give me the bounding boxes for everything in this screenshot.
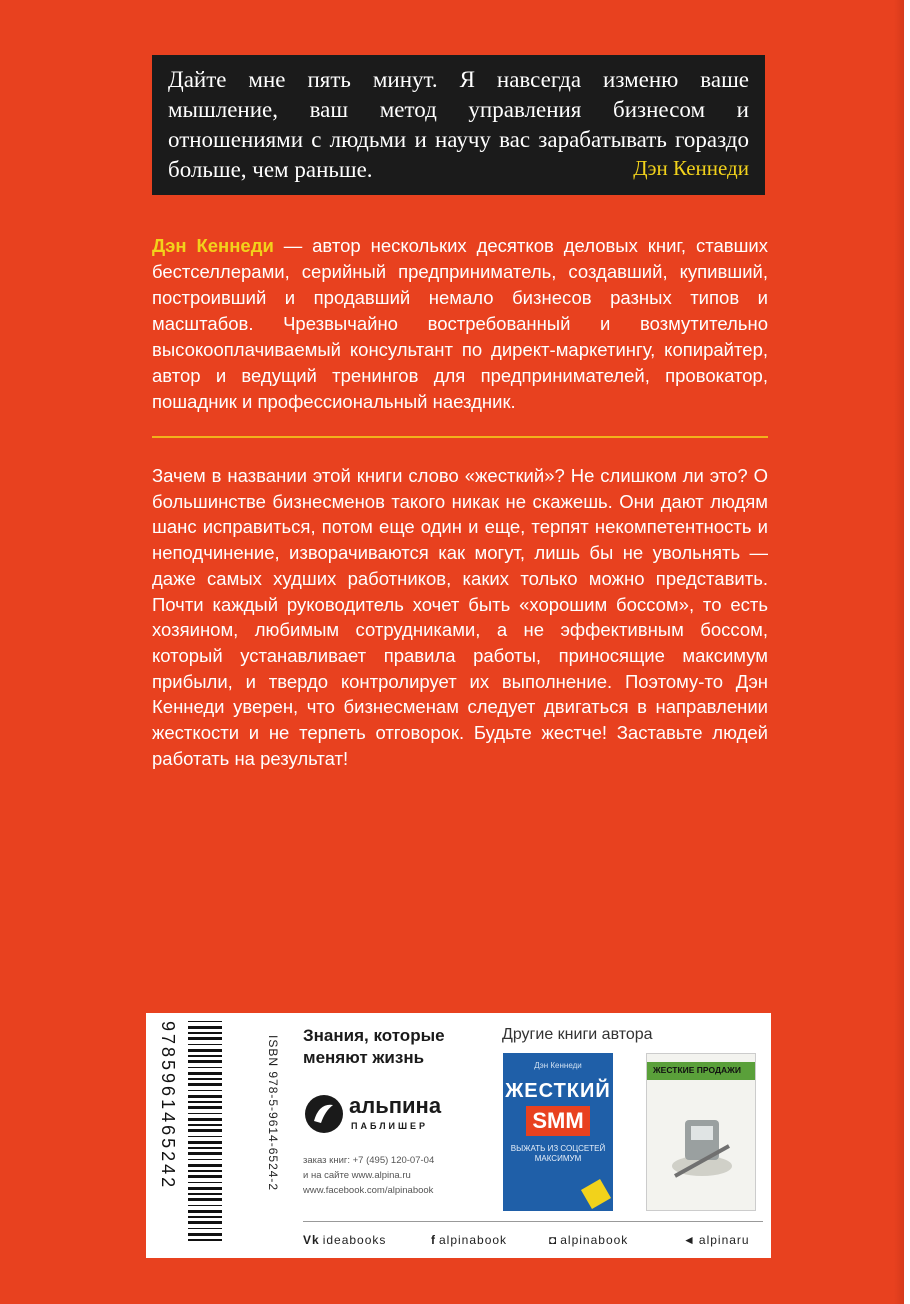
other-book-author: Дэн Кеннеди [534, 1061, 582, 1070]
other-book-title: ЖЕСТКИЕ ПРОДАЖИ [653, 1065, 741, 1075]
telegram-icon: ◄ [683, 1233, 696, 1247]
other-book-cover [646, 1053, 756, 1211]
publisher-name: альпина [349, 1093, 442, 1118]
other-books-title: Другие книги автора [502, 1026, 653, 1043]
other-book-title: ЖЕСТКИЙ [505, 1080, 611, 1102]
other-book-illustration [665, 1106, 739, 1186]
social-link-facebook[interactable]: f alpinabook [431, 1233, 508, 1247]
publisher-logo-icon [303, 1093, 345, 1135]
info-panel [146, 1013, 771, 1258]
social-link-telegram[interactable]: ◄ alpinaru [683, 1233, 750, 1247]
other-book-badge: SMM [526, 1106, 589, 1136]
instagram-icon: ◘ [549, 1233, 558, 1247]
author-name: Дэн Кеннеди [152, 235, 274, 256]
quote-text: Дайте мне пять минут. Я навсегда изменю ваше мышление, ваш метод управления бизнесом и отношениями с людьми и научу вас зарабатывать гораздо больше, чем раньше. [168, 67, 749, 182]
cover-edge [894, 0, 904, 1304]
contact-line: и на сайте www.alpina.ru [303, 1170, 411, 1181]
facebook-icon: f [431, 1233, 436, 1247]
quote-box [152, 55, 765, 195]
other-book-sticker [581, 1179, 611, 1209]
social-divider [303, 1221, 763, 1222]
social-links [303, 1229, 763, 1251]
social-link-vk[interactable]: Vk ideabooks [303, 1233, 387, 1247]
publisher-contacts [303, 1153, 473, 1198]
divider [152, 436, 768, 438]
publisher-subname: ПАБЛИШЕР [351, 1121, 429, 1131]
author-bio [152, 233, 768, 415]
other-book-cover [503, 1053, 613, 1211]
isbn: ISBN 978-5-9614-6524-2 [266, 1035, 280, 1192]
quote-author: Дэн Кеннеди [633, 156, 749, 180]
contact-line: заказ книг: +7 (495) 120-07-04 [303, 1155, 435, 1166]
barcode-digits: 9785961465242 [158, 1021, 178, 1191]
publisher-logo [303, 1091, 463, 1141]
other-book-subtitle: ВЫЖАТЬ ИЗ СОЦСЕТЕЙ МАКСИМУМ [510, 1144, 606, 1163]
author-bio-text: — автор нескольких десятков деловых книг, ставших бестселлерами, серийный предприниматель, создавший, купивший, построивший и продавший немало бизнесов разных типов и масштабов. Чрезвычайно востребованный и возмутительно высокооплачиваемый консультант по директ-маркетингу, копирайтер, автор и ведущий тренингов для предпринимателей, провокатор, пошадник и профессиональный наездник. [152, 235, 769, 412]
social-link-instagram[interactable]: ◘ alpinabook [549, 1233, 629, 1247]
publisher-slogan: Знания, которые меняют жизнь [303, 1026, 445, 1067]
contact-line: www.facebook.com/alpinabook [303, 1185, 434, 1196]
book-description: Зачем в названии этой книги слово «жесткий»? Не слишком ли это? О большинстве бизнесменов такого никак не скажешь. Они дают людям шанс исправиться, потом еще один и еще, терпят некомпетентность и неподчинение, изворачиваются как могут, лишь бы не увольнять — даже самых худших работников, каких только можно представить. Почти каждый руководитель хочет быть «хорошим боссом», то есть хозяином, любимым сотрудниками, а не эффективным боссом, который устанавливает правила работы, приносящие максимум прибыли, и твердо контролирует их выполнение. Поэтому-то Дэн Кеннеди уверен, что бизнесменам следует двигаться в направлении жесткости и не терпеть отговорок. Будьте жестче! Заставьте людей работать на результат! [152, 465, 768, 769]
vk-icon: Vk [303, 1233, 320, 1247]
